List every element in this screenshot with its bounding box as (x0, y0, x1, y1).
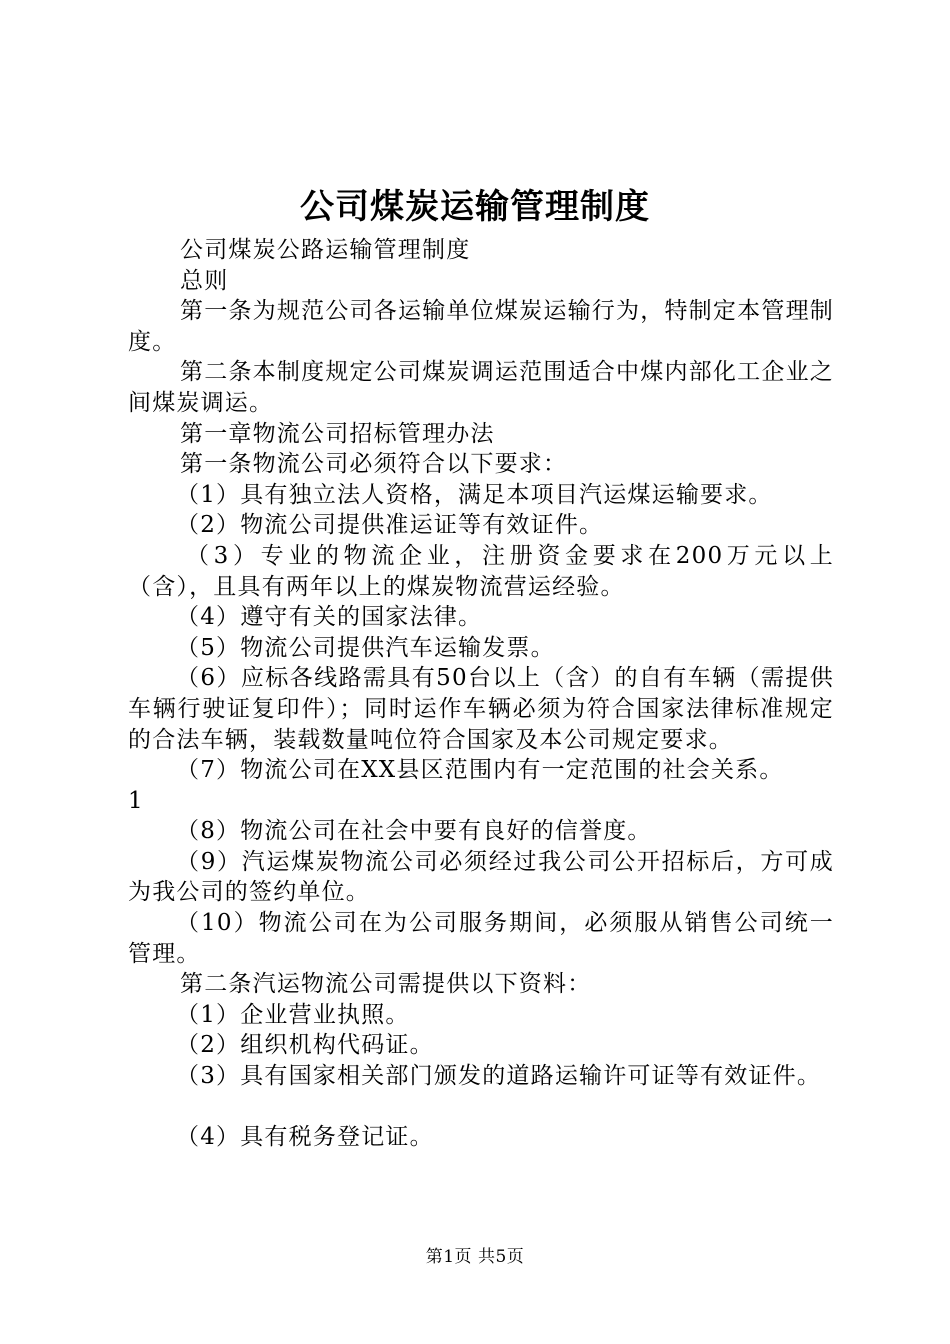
paragraph-item-5: （5）物流公司提供汽车运输发票。 (176, 634, 555, 661)
paragraph-gap (128, 1092, 834, 1122)
paragraph-item-10: （10）物流公司在为公司服务期间，必须服从销售公司统一管理。 (128, 910, 834, 967)
paragraph-doc-item-1: （1）企业营业执照。 (176, 1001, 410, 1028)
paragraph-doc-item-3: （3）具有国家相关部门颁发的道路运输许可证等有效证件。 (176, 1063, 822, 1090)
page-footer: 第1页 共5页 (425, 1247, 525, 1267)
paragraph-item-7: （7）物流公司在XX县区范围内有一定范围的社会关系。 (176, 757, 784, 784)
paragraph-doc-item-4: （4）具有税务登记证。 (176, 1123, 434, 1150)
paragraph-subtitle: 公司煤炭公路运输管理制度 (180, 237, 471, 263)
paragraph-chapter1-article-1: 第一条物流公司必须符合以下要求： (180, 451, 568, 478)
document-body (128, 235, 834, 1152)
paragraph-item-6: （6）应标各线路需具有50台以上（含）的自有车辆（需提供车辆行驶证复印件）；同时运作车辆必须为符合国家法律标准规定的合法车辆，装载数量吨位符合国家及本公司规定要求。 (128, 665, 834, 753)
inline-page-number: 1 (128, 787, 144, 814)
paragraph-item-2: （2）物流公司提供准运证等有效证件。 (176, 512, 604, 539)
paragraph-item-4: （4）遵守有关的国家法律。 (176, 604, 483, 631)
paragraph-item-1: （1）具有独立法人资格，满足本项目汽运煤运输要求。 (176, 481, 773, 508)
paragraph-item-9: （9）汽运煤炭物流公司必须经过我公司公开招标后，方可成为我公司的签约单位。 (128, 848, 834, 906)
paragraph-article-1: 第一条为规范公司各运输单位煤炭运输行为，特制定本管理制度。 (128, 298, 834, 355)
paragraph-chapter-1: 第一章物流公司招标管理办法 (180, 420, 495, 447)
document-title: 公司煤炭运输管理制度 (300, 187, 650, 227)
paragraph-chapter1-article-2: 第二条汽运物流公司需提供以下资料： (180, 971, 592, 998)
paragraph-doc-item-2: （2）组织机构代码证。 (176, 1032, 434, 1059)
paragraph-item-3: （3）专业的物流企业，注册资金要求在200万元以上（含），且具有两年以上的煤炭物流营运经验。 (128, 542, 834, 600)
paragraph-article-2: 第二条本制度规定公司煤炭调运范围适合中煤内部化工企业之间煤炭调运。 (128, 359, 834, 416)
paragraph-item-8: （8）物流公司在社会中要有良好的信誉度。 (176, 818, 652, 845)
paragraph-general: 总则 (180, 267, 229, 294)
